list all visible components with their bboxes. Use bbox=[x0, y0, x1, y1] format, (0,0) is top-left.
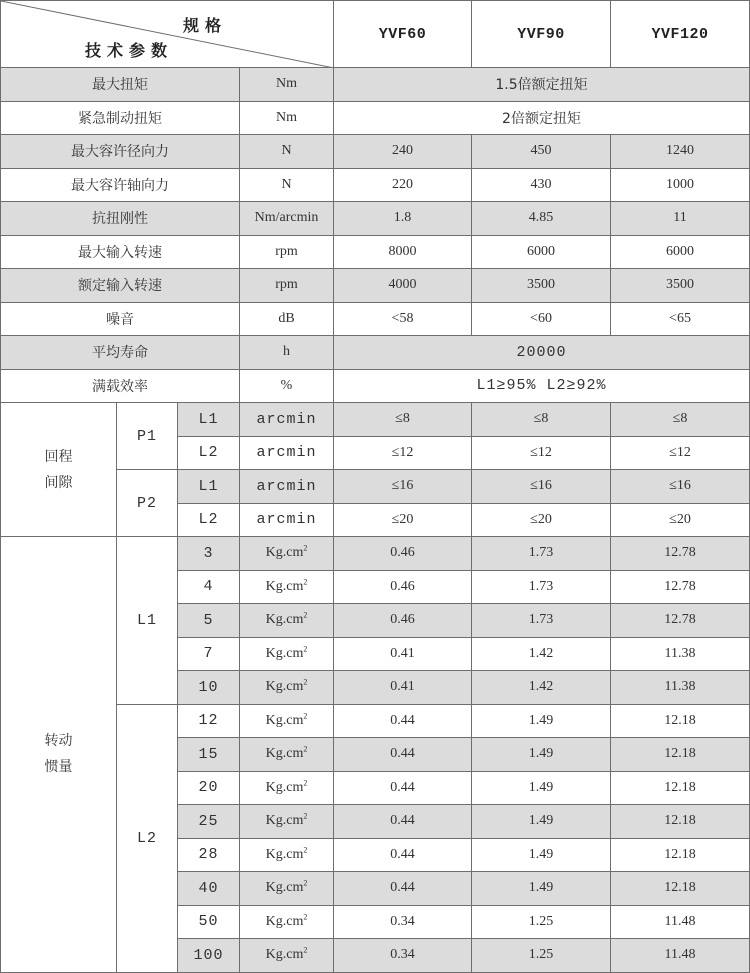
unit-cell bbox=[240, 537, 334, 571]
value-cell: ≤12 bbox=[611, 436, 750, 470]
param-unit: rpm bbox=[240, 235, 334, 269]
model-header: YVF90 bbox=[472, 1, 611, 68]
unit-cell bbox=[240, 939, 334, 973]
value-cell: 1.73 bbox=[472, 537, 611, 571]
value-cell: 12.18 bbox=[611, 872, 750, 906]
value-cell: 0.34 bbox=[334, 905, 472, 939]
merged-value: 1.5倍额定扭矩 bbox=[334, 68, 750, 102]
value-cell: 1.73 bbox=[472, 604, 611, 638]
value-cell: 240 bbox=[334, 135, 472, 169]
stage-label: L2 bbox=[117, 704, 178, 972]
unit-main: Kg.cm bbox=[265, 880, 304, 896]
value-cell: 0.46 bbox=[334, 570, 472, 604]
unit-exponent: 2 bbox=[303, 610, 308, 620]
value-cell: ≤12 bbox=[334, 436, 472, 470]
unit-main: Kg.cm bbox=[265, 645, 304, 661]
table-row bbox=[1, 168, 750, 202]
value-cell: 0.46 bbox=[334, 604, 472, 638]
value-cell: 0.44 bbox=[334, 738, 472, 772]
value-cell: ≤12 bbox=[472, 436, 611, 470]
value-cell: 11 bbox=[611, 202, 750, 236]
unit-cell: arcmin bbox=[240, 470, 334, 504]
table-row bbox=[1, 202, 750, 236]
unit-exponent: 2 bbox=[303, 744, 308, 754]
backlash-label-line: 回程 bbox=[44, 448, 73, 465]
value-cell: 0.44 bbox=[334, 872, 472, 906]
value-cell: 0.41 bbox=[334, 671, 472, 705]
unit-exponent: 2 bbox=[303, 778, 308, 788]
value-cell: ≤8 bbox=[334, 403, 472, 437]
value-cell: 1.73 bbox=[472, 570, 611, 604]
unit-exponent: 2 bbox=[303, 543, 308, 553]
value-cell: 4.85 bbox=[472, 202, 611, 236]
unit-cell: arcmin bbox=[240, 403, 334, 437]
stage-label: L2 bbox=[178, 436, 240, 470]
unit-cell bbox=[240, 671, 334, 705]
table-row bbox=[1, 68, 750, 102]
ratio-cell: 50 bbox=[178, 905, 240, 939]
table-row bbox=[1, 403, 750, 437]
param-name: 最大容许径向力 bbox=[1, 135, 240, 169]
value-cell: 0.41 bbox=[334, 637, 472, 671]
value-cell: 1.49 bbox=[472, 805, 611, 839]
unit-exponent: 2 bbox=[303, 677, 308, 687]
ratio-cell: 25 bbox=[178, 805, 240, 839]
unit-main: Kg.cm bbox=[265, 846, 304, 862]
value-cell: <58 bbox=[334, 302, 472, 336]
value-cell: 430 bbox=[472, 168, 611, 202]
value-cell: 3500 bbox=[472, 269, 611, 303]
unit-main: Kg.cm bbox=[265, 947, 304, 963]
value-cell: 8000 bbox=[334, 235, 472, 269]
spec-label: 规格 bbox=[182, 16, 227, 35]
unit-cell: arcmin bbox=[240, 436, 334, 470]
value-cell: ≤16 bbox=[611, 470, 750, 504]
param-unit: N bbox=[240, 168, 334, 202]
value-cell: ≤8 bbox=[472, 403, 611, 437]
table-row bbox=[1, 101, 750, 135]
unit-cell bbox=[240, 704, 334, 738]
value-cell: 0.44 bbox=[334, 771, 472, 805]
value-cell: 4000 bbox=[334, 269, 472, 303]
header-corner-cell bbox=[1, 1, 334, 68]
param-unit: % bbox=[240, 369, 334, 403]
ratio-cell: 40 bbox=[178, 872, 240, 906]
ratio-cell: 3 bbox=[178, 537, 240, 571]
value-cell: 11.38 bbox=[611, 671, 750, 705]
value-cell: <65 bbox=[611, 302, 750, 336]
stage-label: L2 bbox=[178, 503, 240, 537]
precision-label: P2 bbox=[117, 470, 178, 537]
value-cell: 1.49 bbox=[472, 738, 611, 772]
ratio-cell: 100 bbox=[178, 939, 240, 973]
table-row bbox=[1, 537, 750, 571]
value-cell: 1240 bbox=[611, 135, 750, 169]
value-cell: 11.38 bbox=[611, 637, 750, 671]
value-cell: 0.44 bbox=[334, 838, 472, 872]
inertia-label-line: 转动 bbox=[44, 733, 73, 750]
table-row bbox=[1, 336, 750, 370]
unit-main: Kg.cm bbox=[265, 679, 304, 695]
unit-exponent: 2 bbox=[303, 711, 308, 721]
precision-label: P1 bbox=[117, 403, 178, 470]
param-unit: Nm bbox=[240, 101, 334, 135]
value-cell: 0.46 bbox=[334, 537, 472, 571]
unit-exponent: 2 bbox=[303, 878, 308, 888]
param-name: 满载效率 bbox=[1, 369, 240, 403]
unit-cell bbox=[240, 838, 334, 872]
value-cell: ≤8 bbox=[611, 403, 750, 437]
value-cell: 1.25 bbox=[472, 905, 611, 939]
unit-main: Kg.cm bbox=[265, 612, 304, 628]
ratio-cell: 28 bbox=[178, 838, 240, 872]
model-header: YVF120 bbox=[611, 1, 750, 68]
value-cell: 3500 bbox=[611, 269, 750, 303]
value-cell: 1.42 bbox=[472, 671, 611, 705]
unit-main: Kg.cm bbox=[265, 813, 304, 829]
param-unit: dB bbox=[240, 302, 334, 336]
value-cell: 12.18 bbox=[611, 805, 750, 839]
model-header: YVF60 bbox=[334, 1, 472, 68]
unit-cell bbox=[240, 604, 334, 638]
value-cell: 12.18 bbox=[611, 704, 750, 738]
ratio-cell: 15 bbox=[178, 738, 240, 772]
value-cell: 1000 bbox=[611, 168, 750, 202]
unit-exponent: 2 bbox=[303, 945, 308, 955]
value-cell: 1.49 bbox=[472, 838, 611, 872]
ratio-cell: 10 bbox=[178, 671, 240, 705]
param-unit: Nm bbox=[240, 68, 334, 102]
param-label: 技术参数 bbox=[85, 41, 174, 60]
param-unit: h bbox=[240, 336, 334, 370]
value-cell: 0.34 bbox=[334, 939, 472, 973]
param-name: 最大扭矩 bbox=[1, 68, 240, 102]
unit-exponent: 2 bbox=[303, 912, 308, 922]
stage-label: L1 bbox=[117, 537, 178, 705]
backlash-label bbox=[1, 403, 117, 537]
value-cell: 450 bbox=[472, 135, 611, 169]
inertia-label-line: 惯量 bbox=[44, 759, 73, 776]
ratio-cell: 12 bbox=[178, 704, 240, 738]
unit-cell bbox=[240, 771, 334, 805]
unit-main: Kg.cm bbox=[265, 746, 304, 762]
value-cell: 6000 bbox=[472, 235, 611, 269]
unit-main: Kg.cm bbox=[265, 578, 304, 594]
stage-label: L1 bbox=[178, 403, 240, 437]
value-cell: 1.25 bbox=[472, 939, 611, 973]
merged-value: 2倍额定扭矩 bbox=[334, 101, 750, 135]
value-cell: 6000 bbox=[611, 235, 750, 269]
value-cell: 12.18 bbox=[611, 771, 750, 805]
param-name: 最大输入转速 bbox=[1, 235, 240, 269]
ratio-cell: 7 bbox=[178, 637, 240, 671]
value-cell: 12.78 bbox=[611, 537, 750, 571]
ratio-cell: 4 bbox=[178, 570, 240, 604]
param-unit: N bbox=[240, 135, 334, 169]
unit-cell bbox=[240, 570, 334, 604]
param-name: 抗扭刚性 bbox=[1, 202, 240, 236]
param-name: 紧急制动扭矩 bbox=[1, 101, 240, 135]
value-cell: 1.49 bbox=[472, 771, 611, 805]
unit-exponent: 2 bbox=[303, 845, 308, 855]
param-name: 额定输入转速 bbox=[1, 269, 240, 303]
unit-cell bbox=[240, 872, 334, 906]
value-cell: ≤20 bbox=[472, 503, 611, 537]
unit-exponent: 2 bbox=[303, 644, 308, 654]
backlash-label-line: 间隙 bbox=[44, 474, 73, 491]
ratio-cell: 5 bbox=[178, 604, 240, 638]
unit-cell bbox=[240, 738, 334, 772]
unit-exponent: 2 bbox=[303, 811, 308, 821]
param-name: 最大容许轴向力 bbox=[1, 168, 240, 202]
param-unit: rpm bbox=[240, 269, 334, 303]
unit-main: Kg.cm bbox=[265, 779, 304, 795]
value-cell: 0.44 bbox=[334, 704, 472, 738]
value-cell: 11.48 bbox=[611, 939, 750, 973]
value-cell: <60 bbox=[472, 302, 611, 336]
unit-cell bbox=[240, 905, 334, 939]
inertia-label bbox=[1, 537, 117, 973]
value-cell: 11.48 bbox=[611, 905, 750, 939]
value-cell: ≤16 bbox=[334, 470, 472, 504]
unit-exponent: 2 bbox=[303, 577, 308, 587]
unit-cell bbox=[240, 637, 334, 671]
value-cell: 12.78 bbox=[611, 604, 750, 638]
value-cell: 0.44 bbox=[334, 805, 472, 839]
param-name: 平均寿命 bbox=[1, 336, 240, 370]
value-cell: 12.78 bbox=[611, 570, 750, 604]
unit-cell bbox=[240, 805, 334, 839]
table-row bbox=[1, 235, 750, 269]
param-name: 噪音 bbox=[1, 302, 240, 336]
table-row bbox=[1, 302, 750, 336]
table-row bbox=[1, 269, 750, 303]
ratio-cell: 20 bbox=[178, 771, 240, 805]
merged-value: 20000 bbox=[334, 336, 750, 370]
merged-value: L1≥95% L2≥92% bbox=[334, 369, 750, 403]
value-cell: ≤20 bbox=[334, 503, 472, 537]
value-cell: 12.18 bbox=[611, 838, 750, 872]
value-cell: 1.49 bbox=[472, 872, 611, 906]
value-cell: 12.18 bbox=[611, 738, 750, 772]
table-row bbox=[1, 369, 750, 403]
unit-main: Kg.cm bbox=[265, 545, 304, 561]
value-cell: ≤16 bbox=[472, 470, 611, 504]
table-row bbox=[1, 135, 750, 169]
param-unit: Nm/arcmin bbox=[240, 202, 334, 236]
value-cell: 1.49 bbox=[472, 704, 611, 738]
stage-label: L1 bbox=[178, 470, 240, 504]
unit-cell: arcmin bbox=[240, 503, 334, 537]
value-cell: 1.8 bbox=[334, 202, 472, 236]
unit-main: Kg.cm bbox=[265, 913, 304, 929]
value-cell: ≤20 bbox=[611, 503, 750, 537]
value-cell: 220 bbox=[334, 168, 472, 202]
value-cell: 1.42 bbox=[472, 637, 611, 671]
unit-main: Kg.cm bbox=[265, 712, 304, 728]
